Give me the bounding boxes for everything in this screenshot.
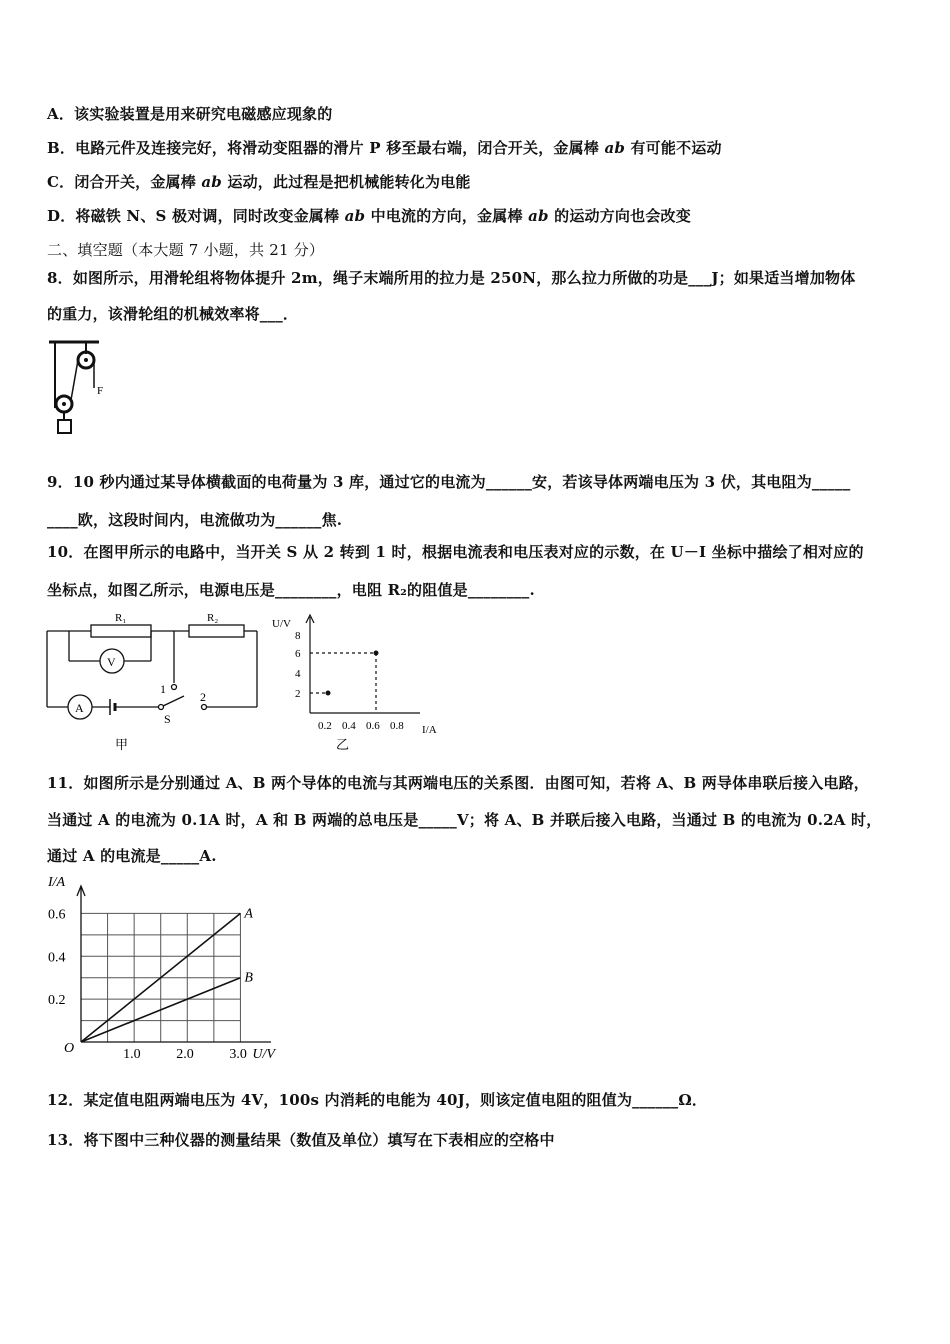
voltmeter-label: V [107,655,116,669]
x-tick-label: 1.0 [123,1047,141,1062]
option-d-ab-2: ab [528,207,549,225]
u-axis-label: U/V [272,618,291,630]
option-d-ab-1: ab [344,207,366,225]
q13-line: 13．将下图中三种仪器的测量结果（数值及单位）填写在下表相应的空格中 [47,1131,555,1149]
option-c [47,171,471,192]
q11-line-3: 通过 A 的电流是_____A. [47,847,217,865]
y-axis-label: I/A [48,875,66,890]
y-tick-label: 0.6 [48,907,66,923]
switch-blade [163,696,184,706]
circuit-figure [44,611,264,756]
section-title: 二、填空题（本大题 7 小题，共 21 分） [47,241,325,259]
option-b-ab: ab [604,139,626,157]
q10-line-2: 坐标点，如图乙所示，电源电压是________，电阻 R₂的阻值是________. [47,581,535,599]
data-point-0.6a-6v [374,651,379,656]
pulley-figure [44,338,124,438]
rope-middle [71,360,78,400]
switch-position-1-label: 1 [160,682,166,696]
option-d-tail: 的运动方向也会改变 [548,207,691,225]
option-d [47,205,691,226]
x-tick-label: 2.0 [176,1047,194,1062]
switch-pivot [159,705,164,710]
q8-line-1: 8．如图所示，用滑轮组将物体提升 2m，绳子末端所用的拉力是 250N，那么拉力所做的功是___J；如果适当增加物体 [47,269,856,287]
resistor-r2 [189,625,244,637]
option-d-text: D．将磁铁 N、S 极对调，同时改变金属棒 [47,207,345,225]
option-c-ab: ab [201,173,222,191]
switch-position-2-label: 2 [200,690,206,704]
data-point-0.2a-2v [326,691,331,696]
u-tick-4: 4 [295,668,301,680]
fixed-pulley-axle [84,358,88,362]
q11-line-2: 当通过 A 的电流为 0.1A 时，A 和 B 两端的总电压是_____V；将 A、B 并联后接入电路，当通过 B 的电流为 0.2A 时， [47,811,882,829]
series-label-a: A [244,906,253,922]
series-label-b: B [244,970,253,986]
resistor-r1 [91,625,151,637]
q9-line-2: ____欧，这段时间内，电流做功为______焦. [47,511,343,529]
q11-line-1: 11．如图所示是分别通过 A、B 两个导体的电流与其两端电压的关系图．由图可知，若将 A、B 两导体串联后接入电路， [47,774,870,792]
ui-graph-figure [270,613,455,753]
origin-label: O [64,1041,75,1056]
r1-label: R₁ [115,612,127,624]
option-c-tail: 运动，此过程是把机械能转化为电能 [221,173,471,191]
graph-caption: 乙 [336,737,350,752]
i-tick-0.6: 0.6 [366,720,380,732]
q12-line: 12．某定值电阻两端电压为 4V，100s 内消耗的电能为 40J，则该定值电阻的阻值为______Ω． [47,1091,708,1109]
circuit-caption: 甲 [115,737,129,752]
y-tick-label: 0.2 [48,993,66,1009]
switch-contact-1 [172,685,177,690]
u-tick-2: 2 [295,688,301,700]
switch-label: S [164,712,171,726]
q8-line-2: 的重力，该滑轮组的机械效率将___． [47,305,299,323]
movable-pulley-axle [62,402,66,406]
x-axis-label: U/V [252,1047,275,1062]
i-tick-0.8: 0.8 [390,720,404,732]
option-c-text: C．闭合开关，金属棒 [47,173,202,191]
option-b [47,137,722,158]
force-label: F [97,385,104,397]
y-tick-label: 0.4 [48,950,66,966]
weight-block [58,420,71,433]
i-tick-0.2: 0.2 [318,720,332,732]
ia-chart [44,874,284,1064]
chart-axes [77,886,271,1042]
ammeter-label: A [75,701,84,715]
x-tick-label: 3.0 [229,1047,247,1062]
i-axis-label: I/A [422,724,437,736]
switch-contact-2 [202,705,207,710]
u-tick-8: 8 [295,630,301,642]
i-tick-0.4: 0.4 [342,720,356,732]
q9-line-1: 9．10 秒内通过某导体横截面的电荷量为 3 库，通过它的电流为______安，若该导体两端电压为 3 伏，其电阻为_____ [47,473,851,491]
option-a: A．该实验装置是用来研究电磁感应现象的 [47,105,333,123]
option-b-text: B．电路元件及连接完好，将滑动变阻器的滑片 P 移至最右端，闭合开关，金属棒 [47,139,605,157]
q10-line-1: 10．在图甲所示的电路中，当开关 S 从 2 转到 1 时，根据电流表和电压表对应的示数，在 U－I 坐标中描绘了相对应的 [47,543,864,561]
option-b-tail: 有可能不运动 [625,139,722,157]
option-d-mid: 中电流的方向，金属棒 [365,207,529,225]
r2-label: R₂ [207,612,219,624]
u-tick-6: 6 [295,648,301,660]
